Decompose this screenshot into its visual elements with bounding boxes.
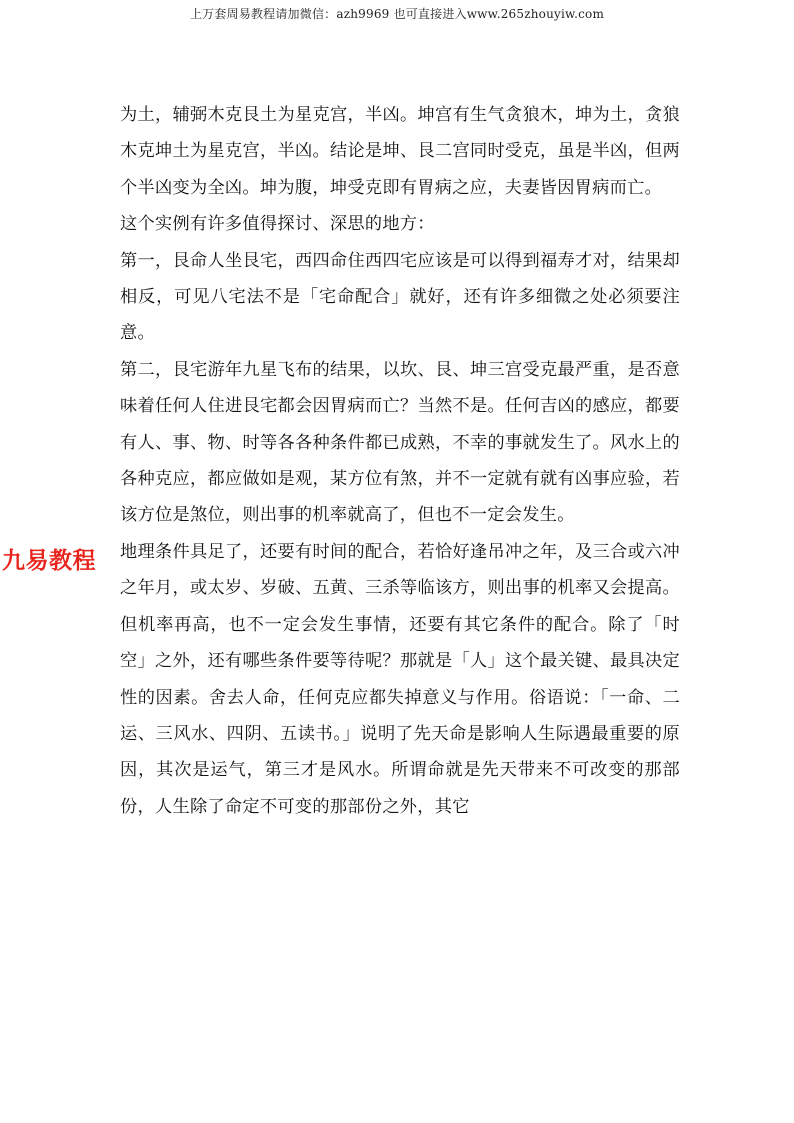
paragraph: 这个实例有许多值得探讨、深思的地方： [120, 214, 435, 235]
paragraph: 为土，辅弼木克艮土为星克宫，半凶。坤宫有生气贪狼木，坤为土，贪狼木克坤土为星克宫，半凶。结论是坤、艮二宫同时受克，虽是半凶，但两个半凶变为全凶。坤为腹，坤受克即有胃病之应，夫妻皆因胃病而亡。 [120, 105, 680, 198]
watermark-logo: 九易教程 [2, 548, 96, 574]
page-header: 上万套周易教程请加微信：azh9969 也可直接进入www.265zhouyiw.com [189, 7, 605, 21]
paragraph: 第二，艮宅游年九星飞布的结果，以坎、艮、坤三宫受克最严重，是否意味着任何人住进艮宅都会因胃病而亡？当然不是。任何吉凶的感应，都要有人、事、物、时等各各种条件都已成熟，不幸的事就发生了。风水上的各种克应，都应做如是观，某方位有煞，并不一定就有就有凶事应验，若该方位是煞位，则出事的机率就高了，但也不一定会发生。 [120, 359, 680, 526]
paragraph: 第一，艮命人坐艮宅，西四命住西四宅应该是可以得到福寿才对，结果却相反，可见八宅法不是「宅命配合」就好，还有许多细微之处必须要注意。 [120, 250, 680, 344]
document-body [120, 97, 680, 825]
paragraph: 地理条件具足了，还要有时间的配合，若恰好逢吊冲之年，及三合或六冲之年月，或太岁、岁破、五黄、三杀等临该方，则出事的机率又会提高。但机率再高，也不一定会发生事情，还要有其它条件的配合。除了「时空」之外，还有哪些条件要等待呢？那就是「人」这个最关键、最具决定性的因素。舍去人命，任何克应都失掉意义与作用。俗语说：「一命、二运、三风水、四阴、五读书。」说明了先天命是影响人生际遇最重要的原因，其次是运气，第三才是风水。所谓命就是先天带来不可改变的那部份，人生除了命定不可变的那部份之外，其它 [120, 541, 680, 817]
